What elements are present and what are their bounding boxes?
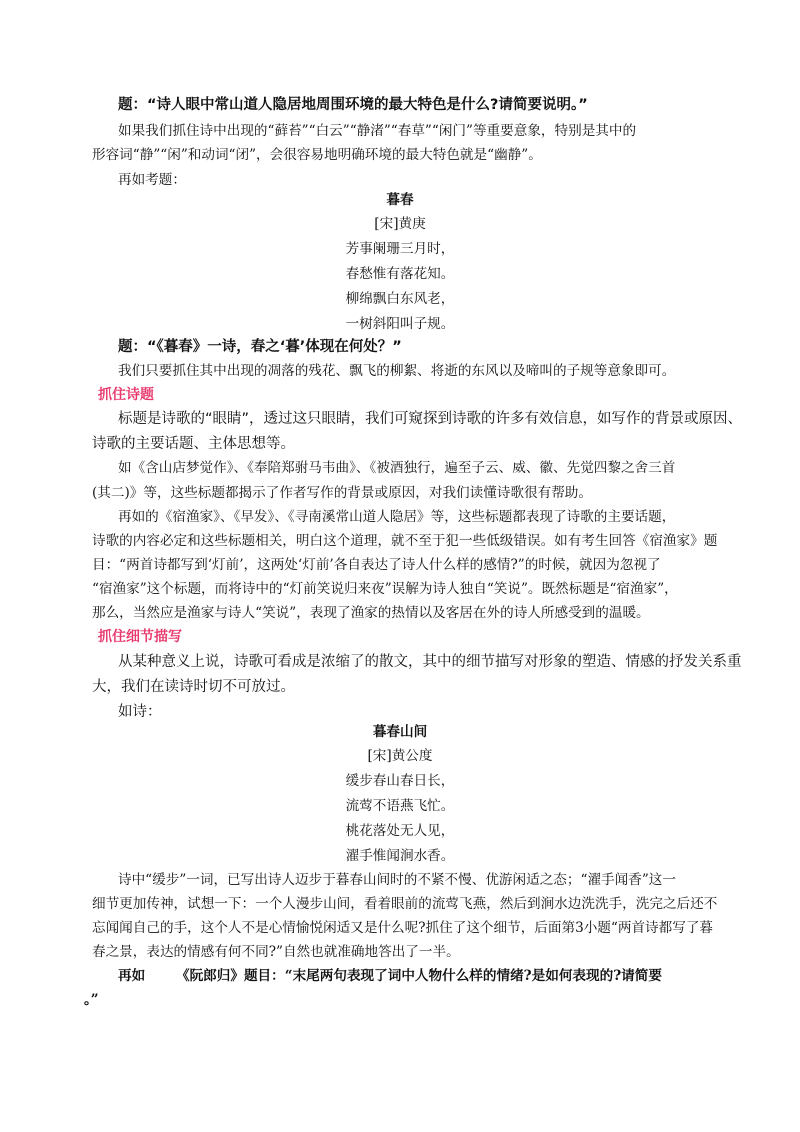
paragraph-7-line-2: 细节更加传神，试想一下：一个人漫步山间，看着眼前的流莺飞燕，然后到涧水边洗洗手，洗完之后还不 xyxy=(92,896,718,912)
poem-2-line: 缓步春山春日长， xyxy=(345,773,455,789)
final-question: 《阮郎归》题目：“末尾两句表现了词中人物什么样的情绪?是如何表现的?请简要 xyxy=(176,968,662,984)
section-heading-detail: 抓住细节描写 xyxy=(98,629,182,645)
paragraph-5-line-2: 诗歌的内容必定和这些标题相关，明白这个道理，就不至于犯一些低级错误。如有考生回答《宿渔家》题 xyxy=(92,533,718,549)
paragraph-7-line-1: 诗中“缓步”一词，已写出诗人迈步于暮春山间时的不紧不慢、优游闲适之态；“濯手闻香”这一 xyxy=(118,872,676,888)
poem-2-title: 暮春山间 xyxy=(372,724,428,740)
lead-in-1: 再如考题： xyxy=(118,172,186,188)
paragraph-4-line-1: 如《含山店梦觉作》、《奉陪郑驸马韦曲》、《被酒独行，遍至子云、威、徽、先觉四黎之舍三首 xyxy=(118,460,676,476)
poem-2-author: [宋]黄公度 xyxy=(367,748,433,764)
paragraph-7-line-3: 忘闻闻自己的手，这个人不是心情愉悦闲适又是什么呢?抓住了这个细节，后面第3小题“两首诗都写了暮 xyxy=(92,920,714,936)
question-1: 题：“诗人眼中常山道人隐居地周围环境的最大特色是什么?请简要说明。” xyxy=(118,97,588,113)
question-2: 题：“《暮春》一诗，春之‘暮’体现在何处？” xyxy=(118,339,402,355)
poem-1-author: [宋]黄庚 xyxy=(374,216,426,232)
final-question-end: 。” xyxy=(84,992,99,1008)
lead-in-2: 如诗： xyxy=(118,704,162,720)
paragraph-5-line-4: “宿渔家”这个标题，而将诗中的“灯前笑说归来夜”误解为诗人独自“笑说”。既然标题是“宿渔家”， xyxy=(92,581,678,597)
poem-1-title: 暮春 xyxy=(386,192,414,208)
poem-1-line: 一树斜阳叫子规。 xyxy=(345,316,455,332)
paragraph-5-line-5: 那么，当然应是渔家与诗人“笑说”，表现了渔家的热情以及客居在外的诗人所感受到的温暖。 xyxy=(92,605,650,621)
section-heading-title: 抓住诗题 xyxy=(98,387,154,403)
paragraph-3-line-1: 标题是诗歌的“眼睛”，透过这只眼睛，我们可窥探到诗歌的许多有效信息，如写作的背景或原因、 xyxy=(118,411,743,427)
paragraph-6-line-1: 从某种意义上说，诗歌可看成是浓缩了的散文，其中的细节描写对形象的塑造、情感的抒发关系重 xyxy=(118,654,742,670)
poem-2-line: 桃花落处无人见， xyxy=(345,823,455,839)
paragraph-6-line-2: 大，我们在读诗时切不可放过。 xyxy=(92,679,295,695)
paragraph-1-line-2: 形容词“静”“闲”和动词“闭”，会很容易地明确环境的最大特色就是“幽静”。 xyxy=(92,147,542,163)
final-question-lead: 再如 xyxy=(118,968,146,984)
paragraph-4-line-2: (其二)》等，这些标题都揭示了作者写作的背景或原因，对我们读懂诗歌很有帮助。 xyxy=(92,485,592,501)
paragraph-5-line-1: 再如的《宿渔家》、《早发》、《寻南溪常山道人隐居》等，这些标题都表现了诗歌的主要话题， xyxy=(118,509,676,525)
paragraph-3-line-2: 诗歌的主要话题、主体思想等。 xyxy=(92,436,295,452)
poem-1-line: 芳事阑珊三月时， xyxy=(345,241,455,257)
paragraph-2: 我们只要抓住其中出现的凋落的残花、飘飞的柳絮、将逝的东风以及啼叫的子规等意象即可。 xyxy=(118,363,676,379)
poem-1-line: 柳绵飘白东风老， xyxy=(345,291,455,307)
poem-1-line: 春愁惟有落花知。 xyxy=(345,266,455,282)
paragraph-1-line-1: 如果我们抓住诗中出现的“藓苔”“白云”“静渚”“春草”“闲门”等重要意象，特别是其中的 xyxy=(118,123,637,139)
paragraph-7-line-4: 春之景，表达的情感有何不同?”自然也就准确地答出了一半。 xyxy=(92,944,460,960)
paragraph-5-line-3: 目：“两首诗都写到‘灯前’，这两处‘灯前’各自表达了诗人什么样的感情?”的时候，就因为忽视了 xyxy=(92,557,661,573)
poem-2-line: 濯手惟闻涧水香。 xyxy=(345,848,455,864)
poem-2-line: 流莺不语燕飞忙。 xyxy=(345,798,455,814)
